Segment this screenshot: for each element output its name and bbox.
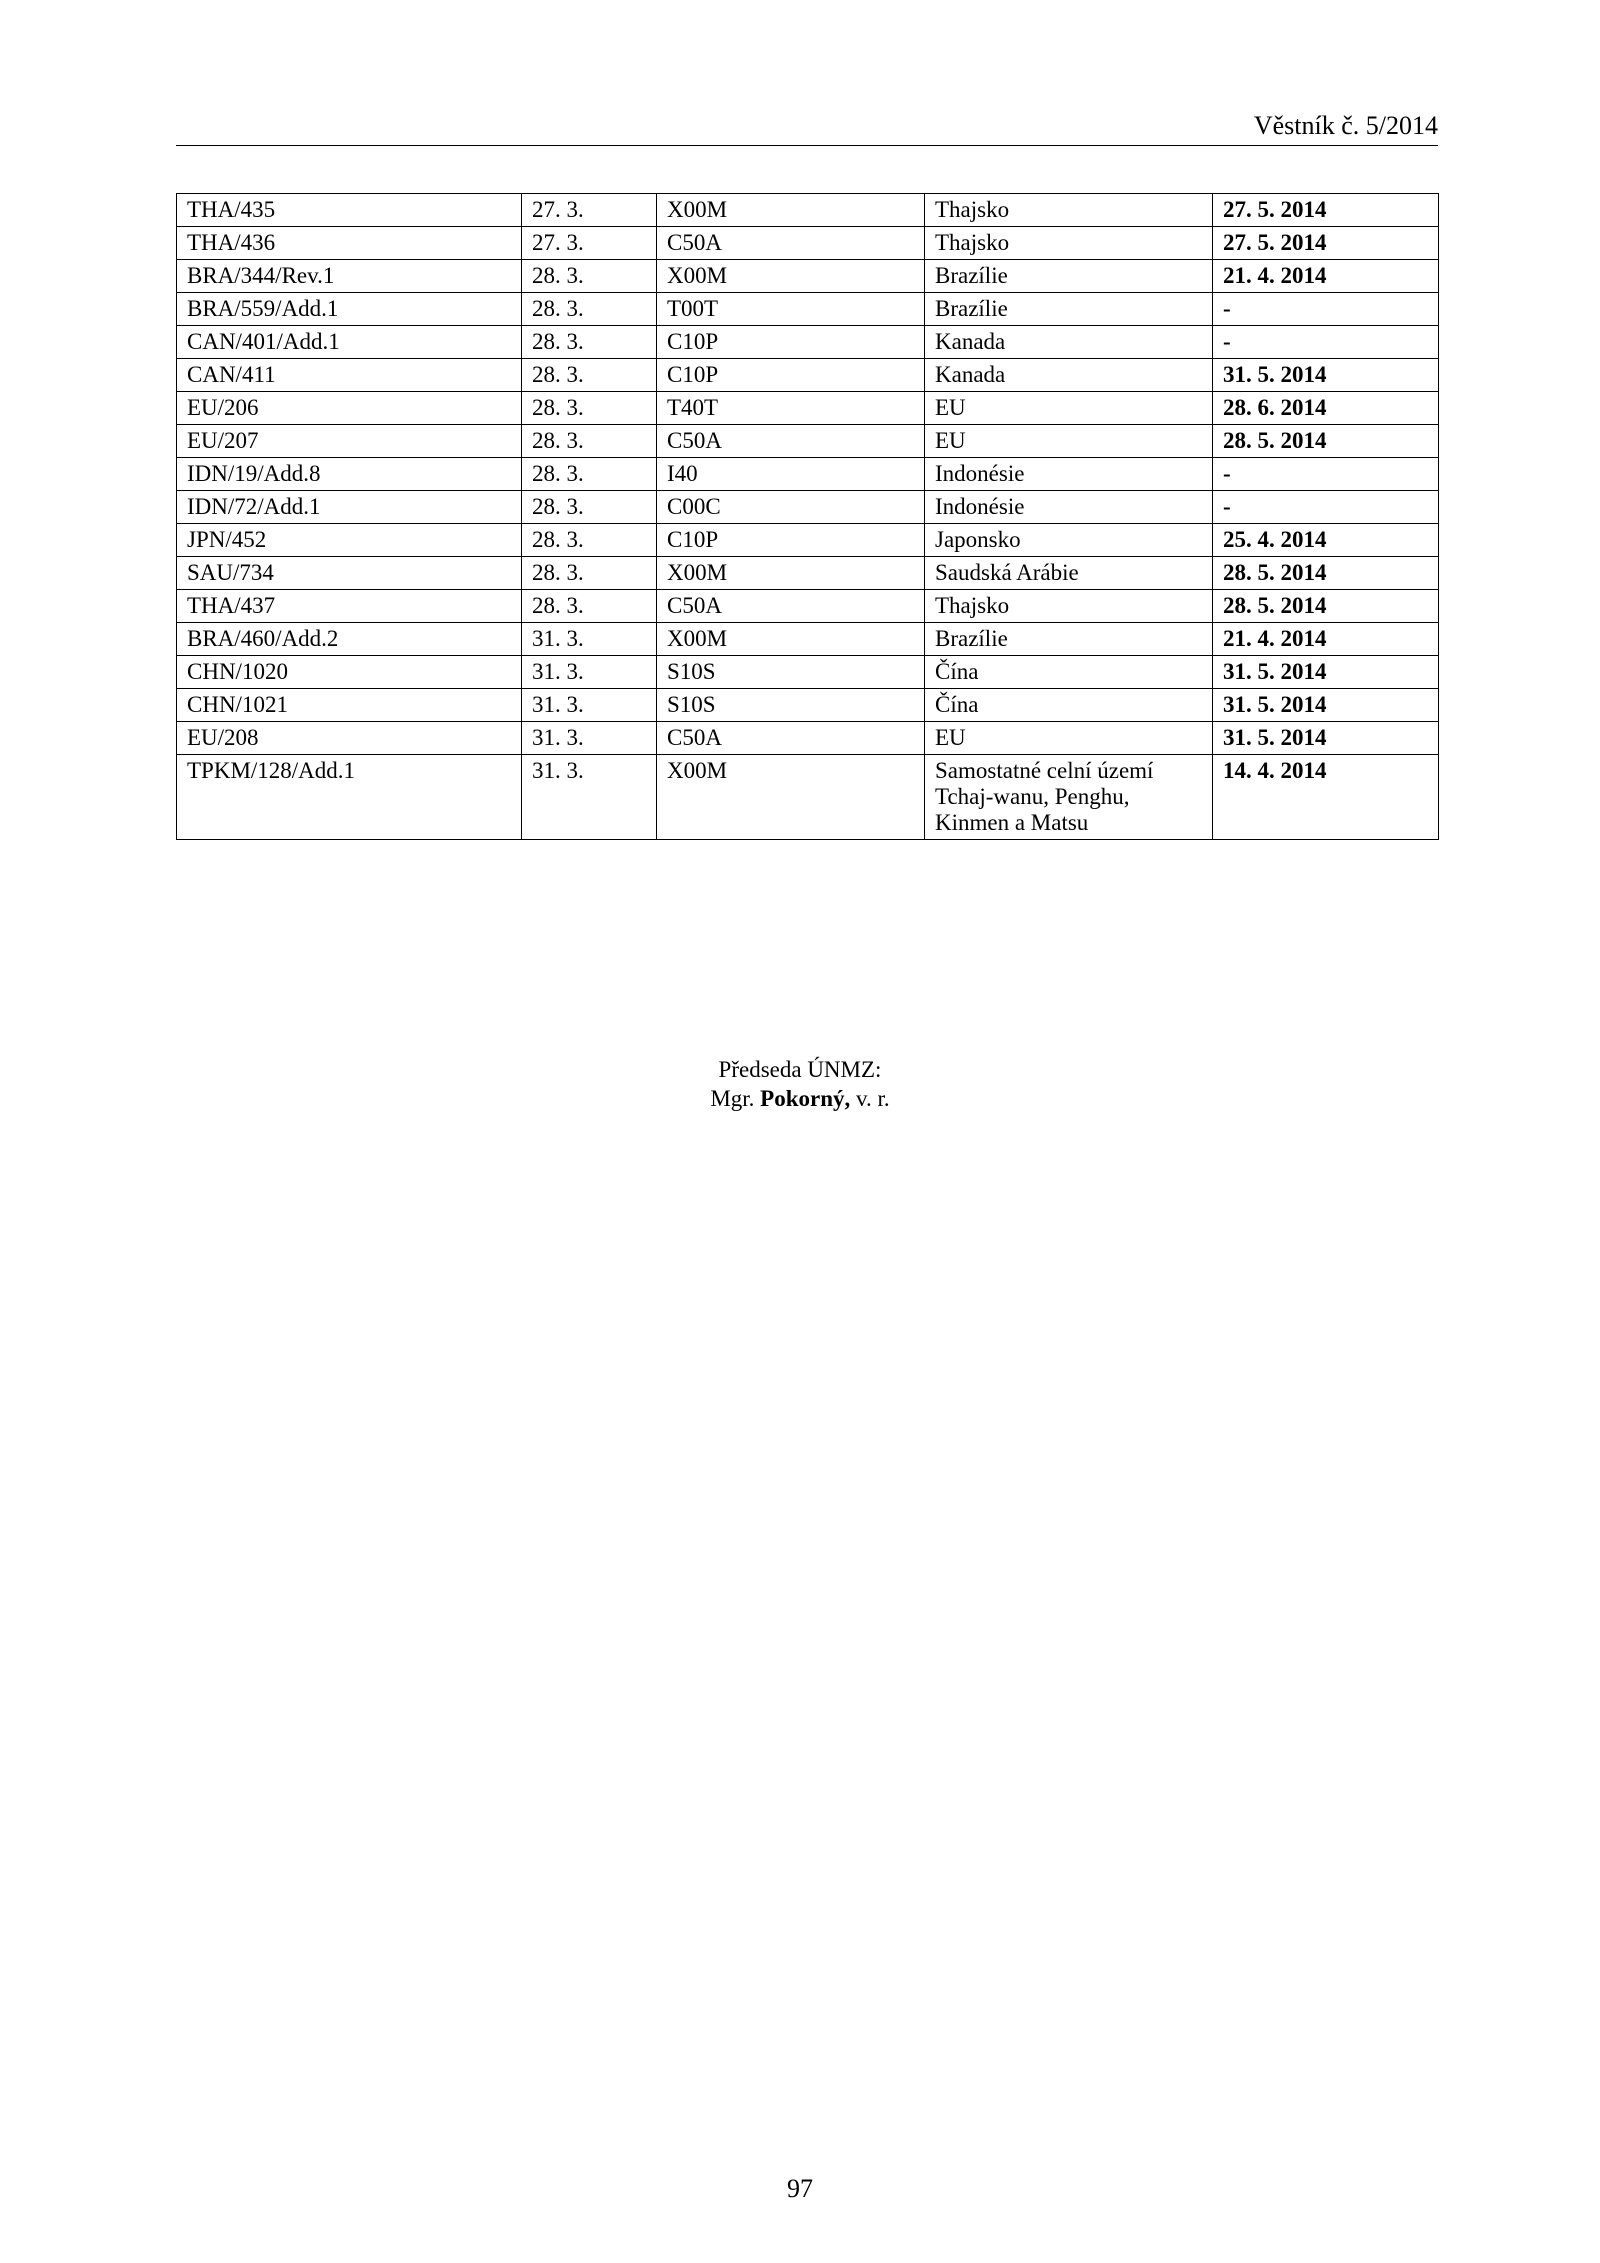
notification-code-cell: EU/206 [177, 392, 522, 425]
country-line: Samostatné celní území [935, 758, 1154, 783]
country-line: EU [935, 395, 966, 420]
country-cell [925, 458, 1213, 491]
ics-code-cell: S10S [657, 656, 925, 689]
table-row [177, 689, 1439, 722]
country-line: Kanada [935, 329, 1006, 354]
country-cell [925, 491, 1213, 524]
table-row [177, 557, 1439, 590]
notification-code-cell: CHN/1021 [177, 689, 522, 722]
table-row [177, 722, 1439, 755]
country-cell [925, 425, 1213, 458]
notification-date-cell: 28. 3. [522, 491, 657, 524]
country-line: Brazílie [935, 263, 1008, 288]
notification-date-cell: 28. 3. [522, 590, 657, 623]
notification-code-cell: THA/437 [177, 590, 522, 623]
country-cell [925, 326, 1213, 359]
notification-date-cell: 28. 3. [522, 260, 657, 293]
table-row [177, 293, 1439, 326]
notification-code-cell: IDN/19/Add.8 [177, 458, 522, 491]
comment-deadline-cell: 28. 5. 2014 [1213, 557, 1439, 590]
country-cell [925, 227, 1213, 260]
notification-date-cell: 28. 3. [522, 425, 657, 458]
notifications-table [176, 193, 1439, 840]
country-line: Kanada [935, 362, 1006, 387]
notification-date-cell: 27. 3. [522, 194, 657, 227]
signature-block [0, 1055, 1600, 1113]
notification-code-cell: CAN/411 [177, 359, 522, 392]
ics-code-cell: C50A [657, 227, 925, 260]
comment-deadline-cell: - [1213, 458, 1439, 491]
country-line: Čína [935, 659, 979, 684]
table-row [177, 656, 1439, 689]
notification-code-cell: BRA/344/Rev.1 [177, 260, 522, 293]
country-line: Čína [935, 692, 979, 717]
ics-code-cell: C50A [657, 722, 925, 755]
country-cell [925, 557, 1213, 590]
ics-code-cell: S10S [657, 689, 925, 722]
country-cell [925, 392, 1213, 425]
notification-date-cell: 31. 3. [522, 656, 657, 689]
country-line: EU [935, 725, 966, 750]
country-line: Brazílie [935, 296, 1008, 321]
table-row [177, 227, 1439, 260]
notification-code-cell: THA/436 [177, 227, 522, 260]
ics-code-cell: X00M [657, 623, 925, 656]
country-cell [925, 755, 1213, 840]
country-line: Japonsko [935, 527, 1021, 552]
page-number: 97 [787, 2174, 813, 2203]
notification-code-cell: SAU/734 [177, 557, 522, 590]
country-line: EU [935, 428, 966, 453]
notification-code-cell: JPN/452 [177, 524, 522, 557]
notification-code-cell: EU/207 [177, 425, 522, 458]
notification-code-cell: CHN/1020 [177, 656, 522, 689]
comment-deadline-cell: 31. 5. 2014 [1213, 722, 1439, 755]
ics-code-cell: X00M [657, 755, 925, 840]
comment-deadline-cell: 14. 4. 2014 [1213, 755, 1439, 840]
country-line: Brazílie [935, 626, 1008, 651]
comment-deadline-cell: 21. 4. 2014 [1213, 623, 1439, 656]
ics-code-cell: T40T [657, 392, 925, 425]
country-line: Thajsko [935, 197, 1010, 222]
comment-deadline-cell: 27. 5. 2014 [1213, 194, 1439, 227]
ics-code-cell: C10P [657, 524, 925, 557]
notification-date-cell: 28. 3. [522, 293, 657, 326]
ics-code-cell: C00C [657, 491, 925, 524]
table-row [177, 755, 1439, 840]
notification-code-cell: TPKM/128/Add.1 [177, 755, 522, 840]
table-row [177, 524, 1439, 557]
country-cell [925, 590, 1213, 623]
ics-code-cell: C50A [657, 425, 925, 458]
country-line: Indonésie [935, 494, 1025, 519]
country-cell [925, 260, 1213, 293]
country-cell [925, 623, 1213, 656]
signature-name: Pokorný, [760, 1086, 851, 1111]
country-cell [925, 722, 1213, 755]
signature-suffix: v. r. [856, 1086, 890, 1111]
notification-date-cell: 28. 3. [522, 458, 657, 491]
country-line: Tchaj-wanu, Penghu, [935, 784, 1130, 809]
ics-code-cell: X00M [657, 260, 925, 293]
country-cell [925, 359, 1213, 392]
country-cell [925, 194, 1213, 227]
notification-code-cell: EU/208 [177, 722, 522, 755]
comment-deadline-cell: 31. 5. 2014 [1213, 359, 1439, 392]
ics-code-cell: C10P [657, 326, 925, 359]
comment-deadline-cell: - [1213, 491, 1439, 524]
ics-code-cell: I40 [657, 458, 925, 491]
table-row [177, 458, 1439, 491]
table-row [177, 392, 1439, 425]
table-row [177, 590, 1439, 623]
ics-code-cell: C50A [657, 590, 925, 623]
page-header [176, 108, 1438, 146]
notification-date-cell: 28. 3. [522, 326, 657, 359]
notification-date-cell: 27. 3. [522, 227, 657, 260]
signature-prefix: Mgr. [710, 1086, 755, 1111]
notifications-table-body [177, 194, 1439, 840]
notification-date-cell: 28. 3. [522, 557, 657, 590]
country-cell [925, 689, 1213, 722]
table-row [177, 194, 1439, 227]
comment-deadline-cell: - [1213, 326, 1439, 359]
signature-line [0, 1084, 1600, 1113]
comment-deadline-cell: 28. 5. 2014 [1213, 425, 1439, 458]
country-line: Kinmen a Matsu [935, 810, 1089, 835]
notification-code-cell: IDN/72/Add.1 [177, 491, 522, 524]
comment-deadline-cell: 31. 5. 2014 [1213, 689, 1439, 722]
table-row [177, 359, 1439, 392]
table-row [177, 425, 1439, 458]
notification-date-cell: 31. 3. [522, 722, 657, 755]
comment-deadline-cell: 31. 5. 2014 [1213, 656, 1439, 689]
comment-deadline-cell: 25. 4. 2014 [1213, 524, 1439, 557]
notification-date-cell: 28. 3. [522, 359, 657, 392]
notification-date-cell: 31. 3. [522, 689, 657, 722]
bulletin-issue: Věstník č. 5/2014 [1253, 111, 1438, 140]
notification-code-cell: BRA/460/Add.2 [177, 623, 522, 656]
ics-code-cell: C10P [657, 359, 925, 392]
ics-code-cell: X00M [657, 194, 925, 227]
notification-code-cell: THA/435 [177, 194, 522, 227]
country-line: Saudská Arábie [935, 560, 1079, 585]
table-row [177, 260, 1439, 293]
comment-deadline-cell: - [1213, 293, 1439, 326]
notification-date-cell: 28. 3. [522, 392, 657, 425]
notification-date-cell: 31. 3. [522, 623, 657, 656]
country-line: Thajsko [935, 230, 1010, 255]
ics-code-cell: T00T [657, 293, 925, 326]
country-cell [925, 524, 1213, 557]
comment-deadline-cell: 27. 5. 2014 [1213, 227, 1439, 260]
table-row [177, 623, 1439, 656]
notification-code-cell: CAN/401/Add.1 [177, 326, 522, 359]
country-line: Indonésie [935, 461, 1025, 486]
comment-deadline-cell: 28. 6. 2014 [1213, 392, 1439, 425]
country-line: Thajsko [935, 593, 1010, 618]
table-row [177, 491, 1439, 524]
country-cell [925, 293, 1213, 326]
signature-role: Předseda ÚNMZ: [718, 1057, 882, 1082]
country-cell [925, 656, 1213, 689]
ics-code-cell: X00M [657, 557, 925, 590]
comment-deadline-cell: 28. 5. 2014 [1213, 590, 1439, 623]
notification-code-cell: BRA/559/Add.1 [177, 293, 522, 326]
table-row [177, 326, 1439, 359]
notification-date-cell: 28. 3. [522, 524, 657, 557]
notification-date-cell: 31. 3. [522, 755, 657, 840]
comment-deadline-cell: 21. 4. 2014 [1213, 260, 1439, 293]
